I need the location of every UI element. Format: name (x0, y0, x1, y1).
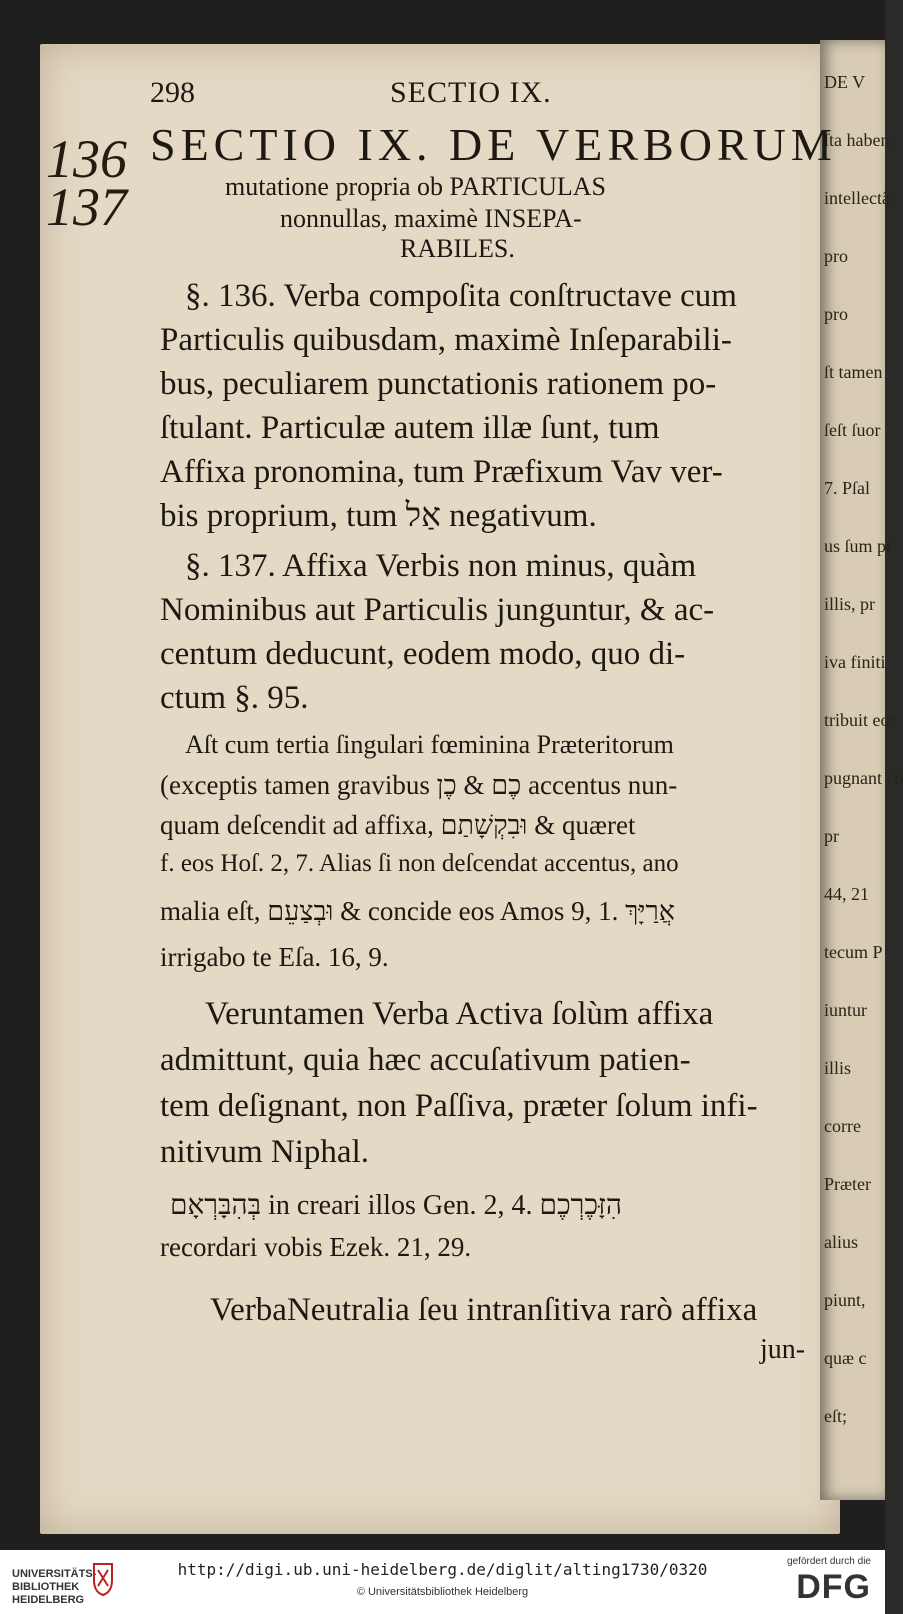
facing-page-fragment: pro (824, 246, 848, 266)
library-logo-text: UNIVERSITÄTS- BIBLIOTHEK HEIDELBERG (12, 1568, 97, 1606)
facing-page-fragment: tribuit eos (824, 710, 897, 730)
body-line: בְּהִבָּרְאָם in creari illos Gen. 2, 4. הִזָּכֶרְכֶם (170, 1190, 623, 1221)
facing-page-fragment: corre (824, 1116, 861, 1136)
body-line: quam deſcendit ad affixa, וּבִקְשָׁתַם & quæret (160, 810, 636, 840)
facing-page-fragment: 44, 21 (824, 884, 869, 904)
facing-page-fragment: eſt; (824, 1406, 847, 1426)
body-line: recordari vobis Ezek. 21, 29. (160, 1232, 472, 1262)
body-line: malia eſt, וּבְצַעֵם & concide eos Amos 9, 1. אֲרַיָּךְ (160, 896, 675, 926)
body-line: ſtulant. Particulæ autem illæ ſunt, tum (160, 410, 660, 446)
body-line: f. eos Hoſ. 2, 7. Alias ſi non deſcendat accentus, ano (160, 850, 679, 877)
facing-page-fragment: 7. Pſal (824, 478, 871, 498)
body-line: ctum §. 95. (160, 680, 309, 716)
body-line: Nominibus aut Particulis junguntur, & ac- (160, 592, 715, 628)
facing-page (820, 40, 903, 1500)
facing-page-fragment: quæ c (824, 1348, 867, 1368)
facing-page-fragment: tecum P (824, 942, 883, 962)
body-line: §. 136. Verba compoſita conſtructave cum (185, 278, 737, 314)
body-line: VerbaNeutralia ſeu intranſitiva rarò affixa (210, 1292, 758, 1328)
title-line-2: mutatione propria ob PARTICULAS (225, 172, 606, 201)
body-line: Particulis quibusdam, maximè Inſeparabili- (160, 322, 732, 358)
body-line: bus, peculiarem punctationis rationem po- (160, 366, 717, 402)
facing-page-fragment: intellectâ (824, 188, 890, 208)
running-head: SECTIO IX. (390, 76, 552, 109)
body-line: bis proprium, tum אַל negativum. (160, 498, 597, 534)
body-line: (exceptis tamen gravibus כֶם & כֶן accentus nun- (160, 770, 678, 800)
body-line: tem deſignant, non Paſſiva, præter ſolum infi- (160, 1088, 758, 1124)
page-number: 298 (150, 76, 195, 109)
body-line: Aſt cum tertia ſingulari fœminina Præteritorum (185, 730, 674, 759)
copyright-text: © Universitätsbibliothek Heidelberg (356, 1586, 529, 1598)
facing-page-fragment: pugnant co (824, 768, 903, 788)
permalink-url[interactable]: http://digi.ub.uni-heidelberg.de/diglit/alting1730/0320 (177, 1560, 708, 1579)
facing-page-fragment: iuntur (824, 1000, 867, 1020)
facing-page-fragment: illis (824, 1058, 852, 1078)
body-line: centum deducunt, eodem modo, quo di- (160, 636, 686, 672)
body-line: §. 137. Affixa Verbis non minus, quàm (185, 548, 697, 584)
facing-page-fragment: pr (824, 826, 839, 846)
facing-page-fragment: ſt tamen (824, 362, 883, 382)
body-line: Affixa pronomina, tum Præfixum Vav ver- (160, 454, 723, 490)
funded-by-text: gefördert durch die (787, 1556, 871, 1567)
facing-page-fragment: Præter (824, 1174, 871, 1194)
footer-bar (0, 1550, 885, 1614)
body-line: jun- (760, 1334, 806, 1365)
facing-page-fragment: iva finiti (824, 652, 886, 672)
margin-note-137: 137 (46, 177, 127, 237)
body-line: nitivum Niphal. (160, 1134, 369, 1170)
dfg-logo: DFG (796, 1568, 871, 1606)
title-line-3: nonnullas, maximè INSEPA- (280, 204, 582, 233)
facing-page-fragment: alius (824, 1232, 858, 1252)
facing-page-fragment: DE V (824, 72, 866, 92)
facing-page-fragment: ſta haben (824, 130, 890, 150)
facing-page-fragment: pro (824, 304, 848, 324)
margin-note-136: 136 (46, 129, 127, 189)
section-title: SECTIO IX. DE VERBORUM (150, 119, 837, 170)
title-line-4: RABILES. (400, 234, 515, 263)
facing-page-fragment: us ſum pr (824, 536, 893, 556)
facing-page-fragment: ſeſt ſuor (824, 420, 881, 440)
body-line: irrigabo te Eſa. 16, 9. (160, 942, 389, 972)
facing-page-fragment: illis, pr (824, 594, 876, 614)
body-line: admittunt, quia hæc accuſativum patien- (160, 1042, 691, 1078)
facing-page-fragment: piunt, (824, 1290, 866, 1310)
body-line: Veruntamen Verba Activa ſolùm affixa (205, 996, 714, 1032)
